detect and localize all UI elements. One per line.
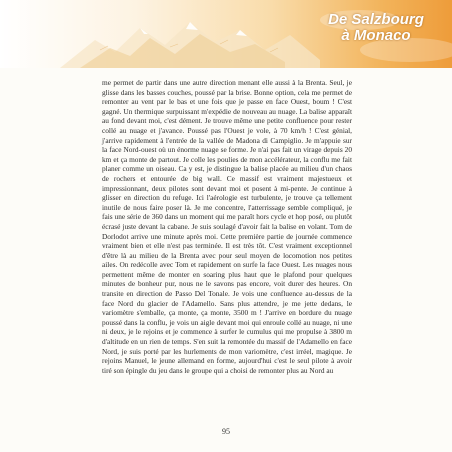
chapter-title-line1: De Salzbourg (328, 11, 424, 28)
body-text (102, 78, 352, 375)
header-banner (0, 0, 452, 68)
paragraph: me permet de partir dans une autre direction menant elle aussi à la Brenta. Seul, je glisse dans les basses couches, poussé par la brise. Bonne option, cela me permet de remonter au vent par le bas et une fois que je passe en face Ouest, boum ! C'est gagné. Un thermique surpuissant m'expédie de nouveau au nuage. La balise apparaît au fond devant moi, c'est dément. Je trouve même une petite confluence pour rester collé au nuage et j'avance. Poussé pas l'Ouest je vole, à 70 km/h ! C'est génial, j'arrive rapidement à l'entrée de la vallée de Madona di Campiglio. Je m'appuie sur la face Nord-ouest où un énorme nuage se forme. Je n'ai pas fait un virage depuis 20 km et ça monte de partout. Je colle les poulies de mon accélérateur, la conflu me fait planer comme un oiseau. Ca y est, je distingue la balise placée au milieu d'un chaos de rochers et entourée de big wall. Ce massif est vraiment majestueux et impressionnant, deux pilotes sont devant moi et posent à mi-pente. Je continue à glisser en direction du refuge. Ici l'aérologie est turbulente, je trouve ça tellement inutile de nous faire poser là. Je me concentre, l'atterrissage semble compliqué, je fais une série de 360 dans un moment qui me paraît hors cycle et hop posé, ou plutôt écrasé juste devant la cabane. Je suis soulagé d'avoir fait la balise en volant. Tom de Dorlodot arrive une minute après moi. Cette première partie de journée commence vraiment bien et elle n'est pas terminée. Il est très tôt. C'est vraiment exceptionnel d'être là au milieu de la Brenta avec pour seul moyen de locomotion nos petites ailes. On redécolle avec Tom et rapidement on surfe la face Ouest. Les nuages nous permettent même de monter en soaring plus haut que le plafond pour quelques minutes de bonheur pur, nous ne le savons pas encore, voit durer des heures. On transite en direction de Passo Del Tonale. Je vois une confluence au-dessus de la face Nord du glacier de l'Adamello. Sans plus attendre, je me jette dedans, le variomètre s'emballe, ça monte, ça monte, 3500 m ! J'arrive en bordure du nuage poussé dans la conflu, je vois un aigle devant moi qui enroule collé au nuage, ni une ni deux, je le rejoins et je commence à surfer le cumulus qui me propulse à 3800 m d'altitude en un rien de temps. S'en suit la remontée du massif de l'Adamello en face Nord, je suis porté par les hurlements de mon variomètre, c'est irréel, magique. Je rejoins Manuel, le jeune allemand en forme, aujourd'hui c'est le seul pilote à avoir tiré son épingle du jeu dans le groupe qui a choisi de remonter plus au Nord au (102, 78, 352, 375)
chapter-title (316, 12, 436, 44)
page-number: 95 (222, 427, 230, 436)
chapter-title-line2: à Monaco (341, 27, 411, 44)
